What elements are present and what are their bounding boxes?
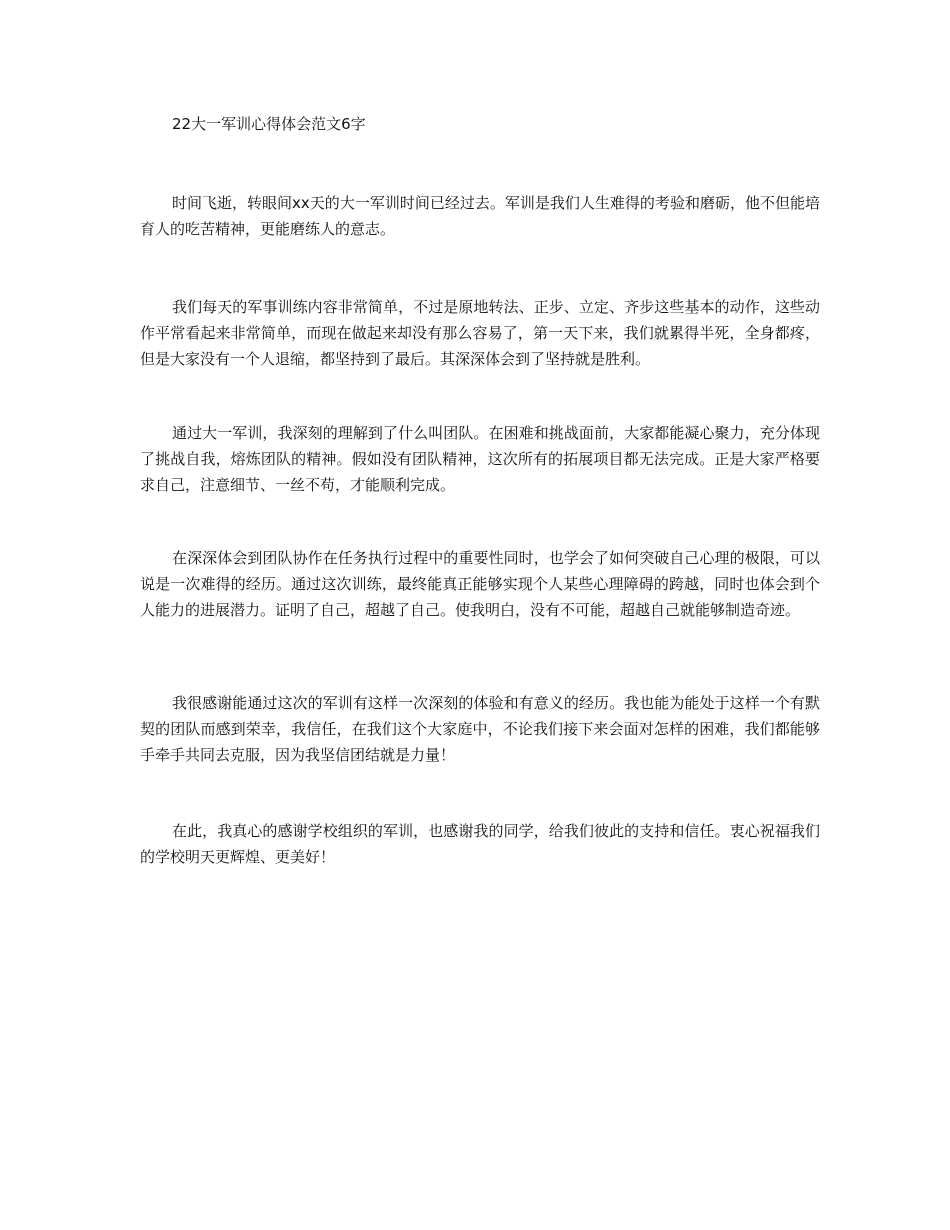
paragraph-5: 我很感谢能通过这次的军训有这样一次深刻的体验和有意义的经历。我也能为能处于这样一个有默契的团队而感到荣幸，我信任，在我们这个大家庭中，不论我们接下来会面对怎样的困难，我们都能够手牵手共同去克服，因为我坚信团结就是力量！: [140, 694, 820, 764]
paragraph-4: 在深深体会到团队协作在任务执行过程中的重要性同时，也学会了如何突破自己心理的极限，可以说是一次难得的经历。通过这次训练，最终能真正能够实现个人某些心理障碍的跨越，同时也体会到个人能力的进展潜力。证明了自己，超越了自己。使我明白，没有不可能，超越自己就能够制造奇迹。: [140, 549, 820, 619]
document-title: 22大一军训心得体会范文6字: [172, 115, 366, 133]
paragraph-2: 我们每天的军事训练内容非常简单，不过是原地转法、正步、立定、齐步这些基本的动作，这些动作平常看起来非常简单，而现在做起来却没有那么容易了，第一天下来，我们就累得半死，全身都疼，但是大家没有一个人退缩，都坚持到了最后。其深深体会到了坚持就是胜利。: [140, 298, 820, 368]
paragraph-1: 时间飞逝，转眼间xx天的大一军训时间已经过去。军训是我们人生难得的考验和磨砺，他不但能培育人的吃苦精神，更能磨练人的意志。: [140, 194, 820, 238]
paragraph-6: 在此，我真心的感谢学校组织的军训，也感谢我的同学，给我们彼此的支持和信任。衷心祝福我们的学校明天更辉煌、更美好！: [140, 822, 820, 866]
paragraph-3: 通过大一军训，我深刻的理解到了什么叫团队。在困难和挑战面前，大家都能凝心聚力，充分体现了挑战自我，熔炼团队的精神。假如没有团队精神，这次所有的拓展项目都无法完成。正是大家严格要求自己，注意细节、一丝不苟，才能顺利完成。: [140, 424, 820, 494]
